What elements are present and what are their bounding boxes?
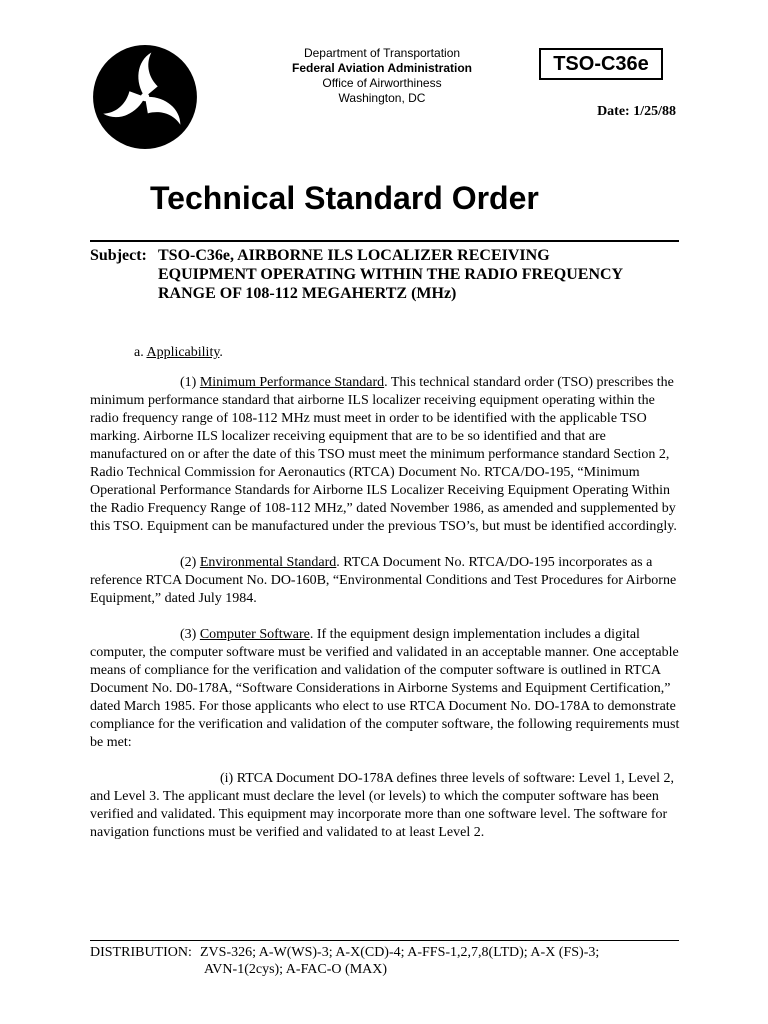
tso-number-box: TSO-C36e — [539, 48, 663, 80]
dot-triskelion-logo-icon — [92, 44, 198, 150]
distribution-line-2: AVN-1(2cys); A-FAC-O (MAX) — [204, 962, 388, 977]
document-body — [90, 344, 680, 860]
paragraph-3-number: (3) — [180, 627, 200, 642]
paragraph-3 — [90, 626, 680, 752]
paragraph-1 — [90, 374, 680, 536]
paragraph-2-number: (2) — [180, 555, 200, 570]
section-a-suffix: . — [219, 345, 223, 360]
paragraph-3-text: . If the equipment design implementation includes a digital computer, the computer software must be verified and validated in an acceptable manner. One acceptable means of compliance for the verification and validation of the computer software is outlined in RTCA Document No. D0-178A, “Software Considerations in Airborne Systems and Equipment Certification,” dated March 1985. For those applicants who elect to use RTCA Document No. DO-178A to demonstrate compliance for the verification and validation of the computer software, the following requirements must be met: — [90, 627, 680, 750]
agency-line-office: Office of Airworthiness — [322, 76, 442, 90]
distribution-block — [90, 944, 680, 978]
agency-block — [262, 46, 502, 106]
subject-line-3: RANGE OF 108-112 MEGAHERTZ (MHz) — [158, 285, 457, 302]
document-date: Date: 1/25/88 — [597, 104, 676, 119]
subject-line-1: TSO-C36e, AIRBORNE ILS LOCALIZER RECEIVING — [158, 247, 550, 264]
paragraph-2-heading: Environmental Standard — [199, 555, 337, 570]
subject-block — [90, 246, 690, 303]
paragraph-2 — [90, 554, 680, 608]
section-a-title: Applicability — [146, 345, 220, 360]
subject-line-2: EQUIPMENT OPERATING WITHIN THE RADIO FREQUENCY — [158, 266, 624, 283]
distribution-line-1: ZVS-326; A-W(WS)-3; A-X(CD)-4; A-FFS-1,2,7,8(LTD); A-X (FS)-3; — [200, 945, 600, 960]
distribution-label: DISTRIBUTION: — [90, 945, 192, 960]
agency-line-department: Department of Transportation — [303, 46, 461, 60]
title-divider — [90, 240, 679, 242]
paragraph-3-heading: Computer Software — [199, 627, 310, 642]
subparagraph-i-number: (i) — [220, 771, 237, 786]
paragraph-1-text: . This technical standard order (TSO) prescribes the minimum performance standard that airborne ILS localizer receiving equipment operating within the radio frequency range of 108-112 MHz must meet in order to be identified with the applicable TSO marking. Airborne ILS localizer receiving equipment that are to be so identified and that are manufactured on or after the date of this TSO must meet the minimum performance standard Section 2, Radio Technical Commission for Aeronautics (RTCA) Document No. RTCA/DO-195, “Minimum Operational Performance Standards for Airborne ILS Localizer Receiving Equipment Operating Within the Radio Frequency Range of 108-112 MHz,” dated November 1986, as amended and supplemented by this TSO. Equipment can be manufactured under the previous TSO’s, but must be identified accordingly. — [90, 375, 677, 534]
subject-label: Subject: — [90, 247, 147, 264]
subparagraph-i-text: RTCA Document DO-178A defines three levels of software: Level 1, Level 2, and Level 3. The applicant must declare the level (or levels) to which the computer software has been verified and validated. This equipment may incorporate more than one software level. The software for navigation functions must be verified and validated to at least Level 2. — [90, 771, 675, 840]
document-title: Technical Standard Order — [150, 180, 539, 216]
paragraph-2-text: . RTCA Document No. RTCA/DO-195 incorporates as a reference RTCA Document No. DO-160B, “Environmental Conditions and Test Procedures for Airborne Equipment,” dated July 1984. — [90, 555, 677, 606]
section-a-heading — [90, 344, 680, 362]
agency-line-faa: Federal Aviation Administration — [291, 61, 473, 75]
subparagraph-i — [90, 770, 680, 842]
section-a-prefix: a. — [134, 345, 147, 360]
agency-line-city: Washington, DC — [338, 91, 426, 105]
distribution-divider — [90, 940, 679, 941]
paragraph-1-heading: Minimum Performance Standard — [199, 375, 385, 390]
paragraph-1-number: (1) — [180, 375, 200, 390]
